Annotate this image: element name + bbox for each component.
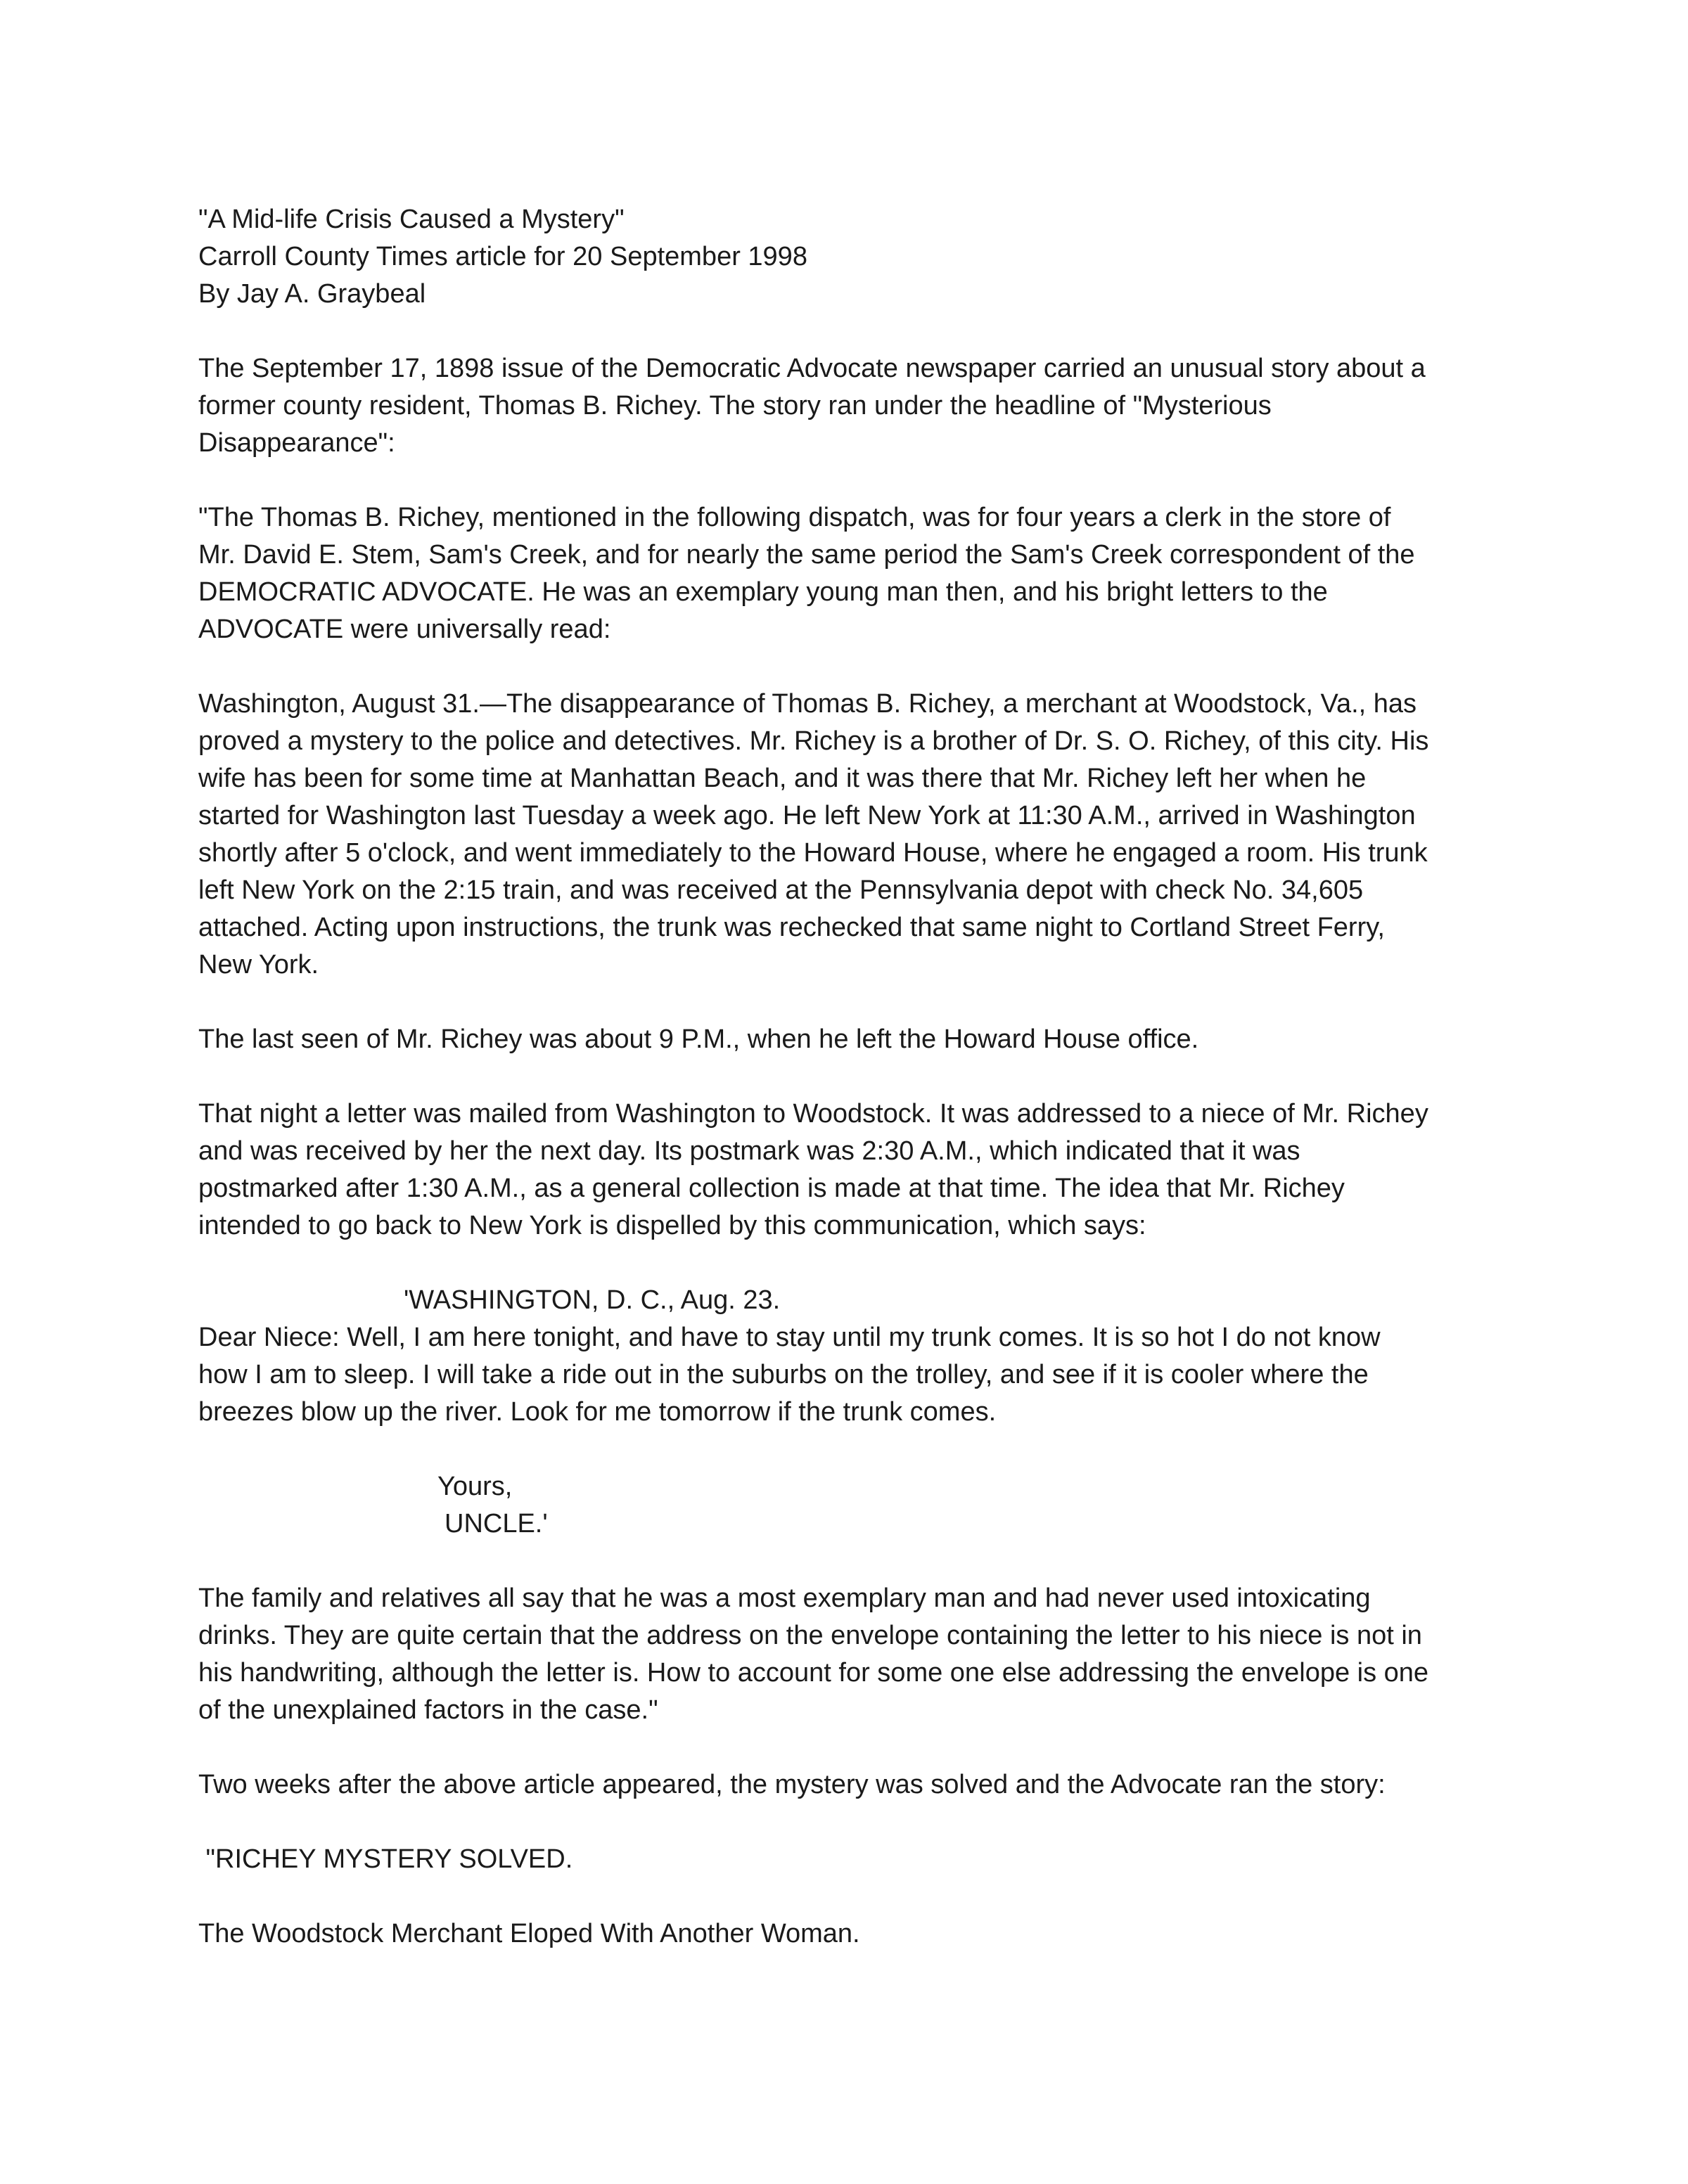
text-line: Two weeks after the above article appeared, the mystery was solved and the Advocate ran the story: [198, 1770, 1386, 1799]
text-line: The September 17, 1898 issue of the Democratic Advocate newspaper carried an unusual story about a [198, 354, 1426, 383]
text-line: shortly after 5 o'clock, and went immediately to the Howard House, where he engaged a room. His trunk [198, 838, 1428, 868]
subheadline: The Woodstock Merchant Eloped With Another Woman. [198, 1919, 860, 1948]
text-line: postmarked after 1:30 A.M., as a general collection is made at that time. The idea that Mr. Richey [198, 1174, 1345, 1203]
letter-closing: Yours, [437, 1472, 513, 1501]
text-line: and was received by her the next day. Its postmark was 2:30 A.M., which indicated that it was [198, 1136, 1300, 1166]
letter-intro-paragraph [198, 1096, 1521, 1245]
text-line: drinks. They are quite certain that the address on the envelope containing the letter to his niece is not in [198, 1621, 1422, 1650]
text-line: intended to go back to New York is dispelled by this communication, which says: [198, 1211, 1146, 1240]
article-header [198, 201, 1521, 313]
text-line: Washington, August 31.—The disappearance of Thomas B. Richey, a merchant at Woodstock, Va., has [198, 689, 1417, 719]
text-line: former county resident, Thomas B. Richey. The story ran under the headline of "Mysterious [198, 391, 1272, 420]
letter-block [198, 1282, 1521, 1543]
letter-signature: UNCLE.' [445, 1509, 548, 1539]
text-line: DEMOCRATIC ADVOCATE. He was an exemplary young man then, and his bright letters to the [198, 577, 1328, 607]
text-line: New York. [198, 950, 319, 979]
letter-dateline: 'WASHINGTON, D. C., Aug. 23. [404, 1285, 781, 1315]
text-line: The family and relatives all say that he was a most exemplary man and had never used intoxicating [198, 1584, 1371, 1613]
text-line: proved a mystery to the police and detectives. Mr. Richey is a brother of Dr. S. O. Richey, of this city. His [198, 726, 1429, 756]
solved-headline-block [198, 1841, 1521, 1878]
quote-intro-paragraph [198, 499, 1521, 648]
byline: By Jay A. Graybeal [198, 279, 426, 309]
text-line: Mr. David E. Stem, Sam's Creek, and for nearly the same period the Sam's Creek correspondent of the [198, 540, 1415, 570]
text-line: "The Thomas B. Richey, mentioned in the following dispatch, was for four years a clerk in the store of [198, 503, 1391, 532]
text-line: his handwriting, although the letter is. How to account for some one else addressing the envelope is one [198, 1658, 1429, 1688]
text-line: of the unexplained factors in the case." [198, 1695, 658, 1725]
letter-line: Dear Niece: Well, I am here tonight, and have to stay until my trunk comes. It is so hot I do not know [198, 1323, 1381, 1352]
text-line: ADVOCATE were universally read: [198, 615, 611, 644]
letter-line: breezes blow up the river. Look for me tomorrow if the trunk comes. [198, 1397, 997, 1427]
followup-paragraph [198, 1766, 1521, 1804]
last-seen-paragraph [198, 1021, 1521, 1058]
text-line: Disappearance": [198, 428, 395, 458]
subheadline-block [198, 1915, 1521, 1953]
text-line: started for Washington last Tuesday a week ago. He left New York at 11:30 A.M., arrived in Washington [198, 801, 1416, 830]
dispatch-paragraph [198, 686, 1521, 984]
text-line: left New York on the 2:15 train, and was received at the Pennsylvania depot with check No. 34,605 [198, 875, 1364, 905]
solved-headline: "RICHEY MYSTERY SOLVED. [198, 1844, 573, 1874]
intro-paragraph [198, 350, 1521, 462]
text-line: attached. Acting upon instructions, the trunk was rechecked that same night to Cortland Street Ferry, [198, 913, 1385, 942]
publication-line: Carroll County Times article for 20 September 1998 [198, 242, 807, 271]
family-paragraph [198, 1580, 1521, 1729]
letter-line: how I am to sleep. I will take a ride out in the suburbs on the trolley, and see if it is cooler where the [198, 1360, 1369, 1389]
article-body [198, 201, 1521, 1953]
article-title: "A Mid-life Crisis Caused a Mystery" [198, 205, 625, 234]
text-line: The last seen of Mr. Richey was about 9 P.M., when he left the Howard House office. [198, 1024, 1199, 1054]
text-line: wife has been for some time at Manhattan Beach, and it was there that Mr. Richey left her when he [198, 764, 1367, 793]
text-line: That night a letter was mailed from Washington to Woodstock. It was addressed to a niece of Mr. Richey [198, 1099, 1428, 1129]
